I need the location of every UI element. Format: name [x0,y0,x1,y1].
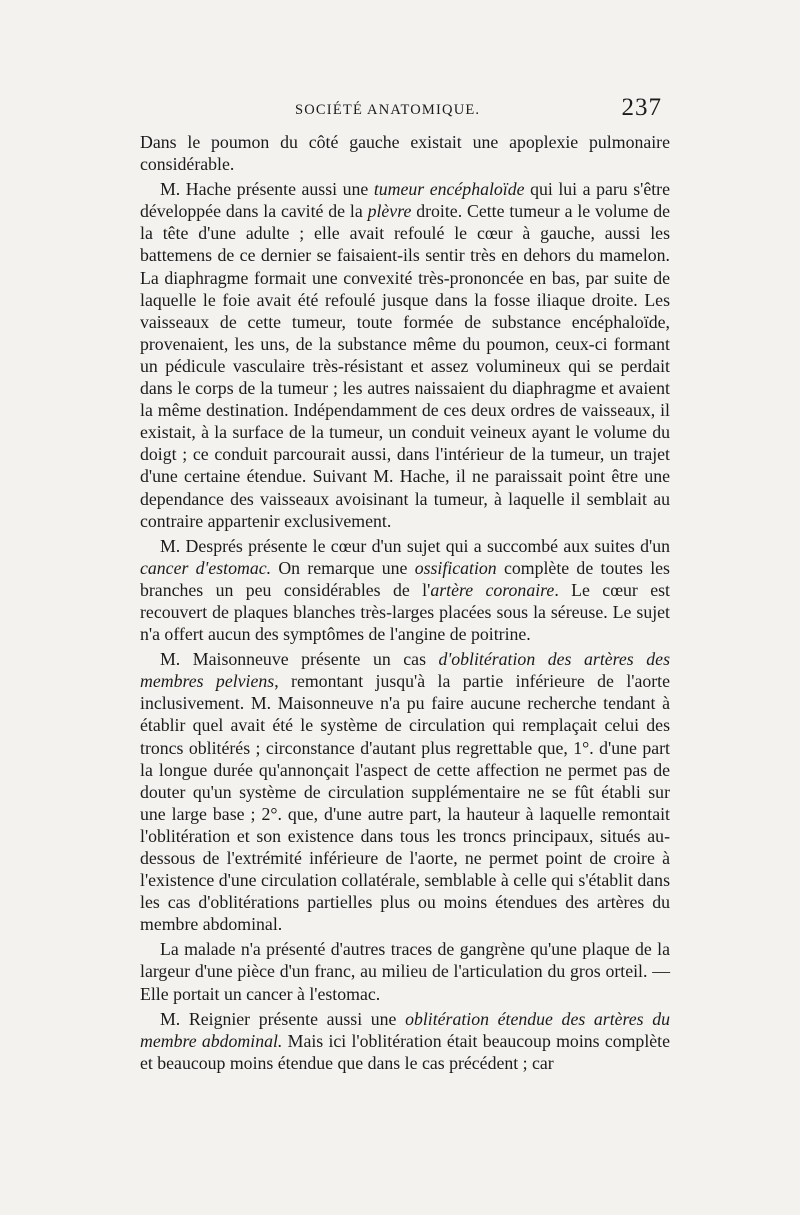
text-run: M. Després présente le cœur d'un sujet qui a succombé aux suites d'un [160,535,670,556]
italic-text: ossification [414,557,497,578]
text-run: . Le cœur est recouvert de plaques blanches très-larges placées sous la séreuse. Le sujet n'a offert aucun des symptômes de l'angine de poitrine. [140,579,670,645]
italic-text: artère coronaire [430,579,555,600]
paragraph [140,178,670,532]
text-run: Mais ici l'oblitération était beaucoup moins complète et beaucoup moins étendue que dans le cas précédent ; car [140,1030,670,1073]
italic-text: oblitération étendue des artères du membre abdominal. [140,1008,670,1051]
italic-text: cancer d'estomac. [140,557,272,578]
paragraph [140,938,670,1004]
italic-text: plèvre [367,201,412,222]
text-run: , remontant jusqu'à la partie inférieure de l'aorte inclusivement. M. Maisonneuve n'a pu faire aucune recherche tendant à établir quel avait été le système de circulation qui remplaçait celui des troncs oblitérés ; circonstance d'autant plus regrettable que, 1°. d'une part la longue durée qu'annonçait l'aspect de cette affection ne permet pas de douter qu'un système de circulation supplémentaire ne se fût établi sur une large base ; 2°. que, d'une autre part, la hauteur à laquelle remontait l'oblitération et son existence dans tous les troncs principaux, situés au-dessous de l'extrémité inférieure de l'aorte, ne permet point de croire à l'existence d'une circulation collatérale, semblable à celle qui s'établit dans les cas d'oblitérations partielles plus ou moins étendues des artères du membre abdominal. [140,671,671,935]
text-run: qui lui a paru s'être développée dans la cavité de la [140,179,670,222]
text-run: complète de toutes les branches un peu considérables de l' [140,557,670,600]
text-run: Dans le poumon du côté gauche existait une apoplexie pulmonaire considérable. [140,132,670,175]
italic-text: d'oblitération des artères des membres pelviens [140,649,670,692]
text-run: On remarque une [271,557,415,578]
body-text [140,131,670,1074]
paragraph [140,1008,670,1074]
text-run: La malade n'a présenté d'autres traces de gangrène qu'une plaque de la largeur d'une pièce d'un franc, au milieu de l'articulation du gros orteil. — Elle portait un cancer à l'estomac. [140,939,670,1004]
paragraph [140,131,670,175]
text-run: M. Maisonneuve présente un cas [160,649,439,670]
italic-text: tumeur encéphaloïde [373,179,525,200]
paragraph [140,648,670,935]
text-run: M. Reignier présente aussi une [160,1008,406,1029]
text-run: M. Hache présente aussi une [160,179,374,200]
running-head: SOCIÉTÉ ANATOMIQUE. [295,102,481,118]
text-run: droite. Cette tumeur a le volume de la tête d'une adulte ; elle avait refoulé le cœur à gauche, aussi les battemens de ce dernier se faisaient-ils sentir très en dehors du mamelon. La diaphragme formait une convexité très-prononcée en bas, par suite de laquelle le foie avait été refoulé jusque dans la fosse iliaque droite. Les vaisseaux de cette tumeur, toute formée de substance encéphaloïde, provenaient, les uns, de la substance même du poumon, ceux-ci formant un pédicule vasculaire très-résistant et assez volumineux qui se perdait dans le corps de la tumeur ; les autres naissaient du diaphragme et avaient la même destination. Indépendamment de ces deux ordres de vaisseaux, il existait, à la surface de la tumeur, un conduit veineux ayant le volume du doigt ; ce conduit parcourait aussi, dans l'intérieur de la tumeur, un trajet d'une certaine étendue. Suivant M. Hache, il ne paraissait point être une dependance des vaisseaux avoisinant la tumeur, à laquelle il semblait au contraire appartenir exclusivement. [140,201,670,531]
paragraph [140,535,670,645]
page-number: 237 [621,94,662,121]
page-header [140,96,670,126]
